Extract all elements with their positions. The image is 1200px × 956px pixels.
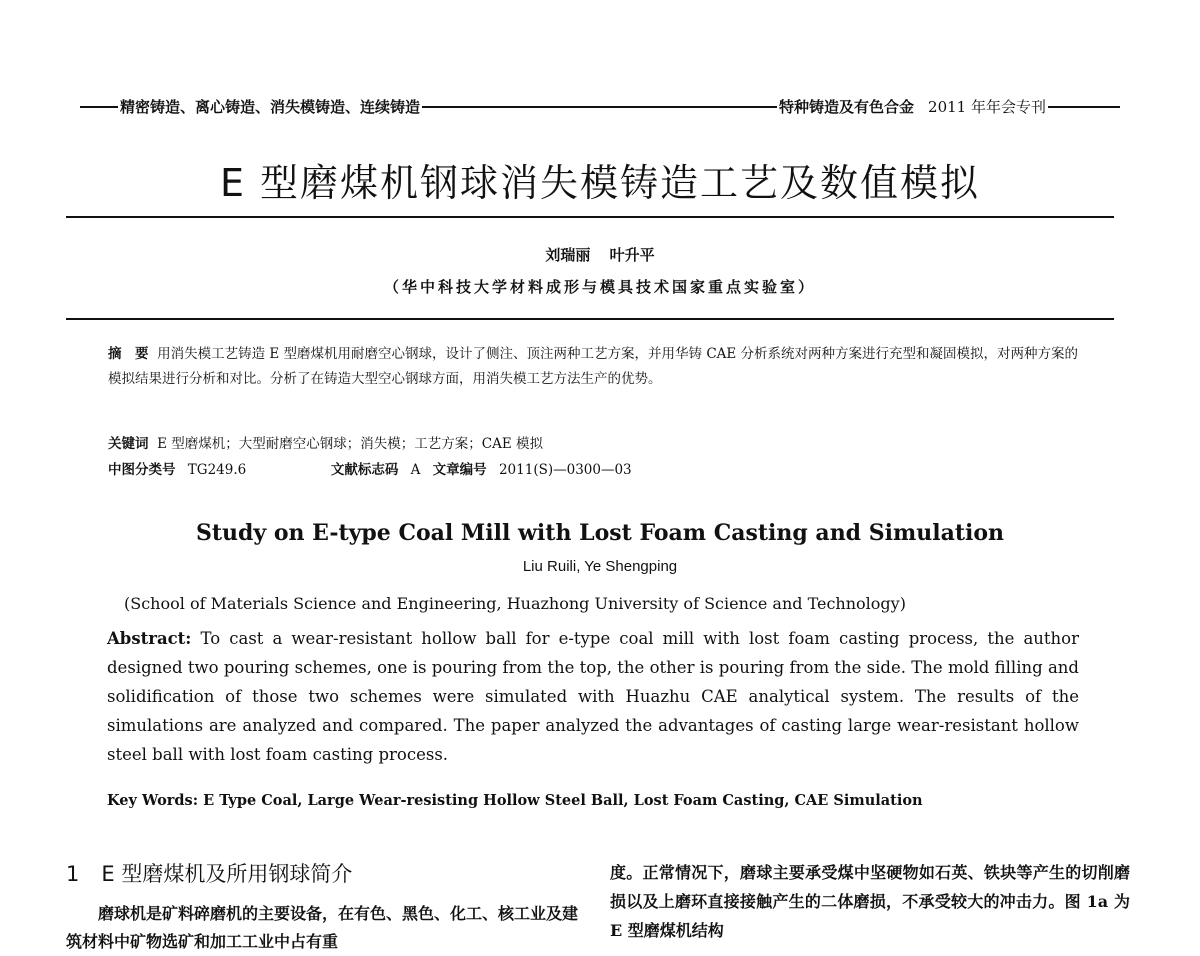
keywords-cn-text: E 型磨煤机；大型耐磨空心钢球；消失模；工艺方案；CAE 模拟 xyxy=(157,436,543,452)
paper-title-en: Study on E-type Coal Mill with Lost Foam Casting and Simulation xyxy=(195,520,1005,546)
article-no-value: 2011(S)—0300—03 xyxy=(498,462,632,478)
header-topics: 精密铸造、离心铸造、消失模铸造、连续铸造 xyxy=(120,98,421,116)
paper-title-cn: E 型磨煤机钢球消失模铸造工艺及数值模拟 xyxy=(219,161,981,205)
header-rule-middle xyxy=(422,106,777,108)
header-rule-right xyxy=(1048,106,1120,108)
clc-value: TG249.6 xyxy=(187,462,247,478)
header-rule-left xyxy=(80,106,118,108)
section-1-title: E 型磨煤机及所用钢球简介 xyxy=(101,862,353,886)
abstract-cn-label: 摘 要 xyxy=(108,346,149,362)
title-rule xyxy=(66,216,1114,218)
header-journal: 特种铸造及有色合金 xyxy=(779,98,915,116)
authors-cn: 刘瑞丽 叶升平 xyxy=(545,246,655,264)
doc-code-value: A xyxy=(410,462,421,478)
clc-label: 中图分类号 xyxy=(108,462,176,478)
body-column-right: 度。正常情况下，磨球主要承受煤中坚硬物如石英、铁块等产生的切削磨损以及上磨环直接接触产生的二体磨损，不承受较大的冲击力。图 1a 为 E 型磨煤机结构 xyxy=(610,863,1130,940)
keywords-en-text: E Type Coal, Large Wear-resisting Hollow Steel Ball, Lost Foam Casting, CAE Simulation xyxy=(203,792,923,809)
abstract-en-label: Abstract: xyxy=(107,629,192,648)
body-column-left: 磨球机是矿料碎磨机的主要设备，在有色、黑色、化工、核工业及建筑材料中矿物选矿和加工工业中占有重 xyxy=(66,904,579,951)
running-header xyxy=(80,96,1120,117)
authors-en: Liu Ruili, Ye Shengping xyxy=(522,558,678,575)
abstract-en-text: To cast a wear-resistant hollow ball for e-type coal mill with lost foam casting process, the author designed two pouring schemes, one is pouring from the top, the other is pouring from the side. The mold filling and solidification of those two schemes were simulated with Huazhu CAE analytical system. The results of the simulations are analyzed and compared. The paper analyzed the advantages of casting large wear-resistant hollow steel ball with lost foam casting process. xyxy=(107,629,1079,764)
classification-line xyxy=(108,458,640,478)
keywords-en-label: Key Words: xyxy=(107,792,199,809)
doc-code-label: 文献标志码 xyxy=(330,462,399,478)
article-no-label: 文章编号 xyxy=(432,462,487,478)
section-1-heading xyxy=(66,858,352,888)
abstract-cn-text: 用消失模工艺铸造 E 型磨煤机用耐磨空心钢球，设计了侧注、顶注两种工艺方案，并用华铸 CAE 分析系统对两种方案进行充型和凝固模拟，对两种方案的模拟结果进行分析和对比。分析了在铸造大型空心钢球方面，用消失模工艺方法生产的优势。 xyxy=(108,346,1079,387)
keywords-cn xyxy=(108,432,543,452)
affiliation-en: (School of Materials Science and Engineering, Huazhong University of Science and Technology) xyxy=(124,594,906,613)
abstract-en xyxy=(107,624,1079,769)
keywords-cn-label: 关键词 xyxy=(108,436,149,452)
affiliation-cn: （华中科技大学材料成形与模具技术国家重点实验室） xyxy=(383,278,816,296)
section-1-number: 1 xyxy=(66,862,80,886)
header-year: 2011 年年会专刊 xyxy=(928,98,1046,116)
abstract-cn xyxy=(108,342,1088,392)
keywords-en xyxy=(107,792,1107,809)
affiliation-rule xyxy=(66,318,1114,320)
